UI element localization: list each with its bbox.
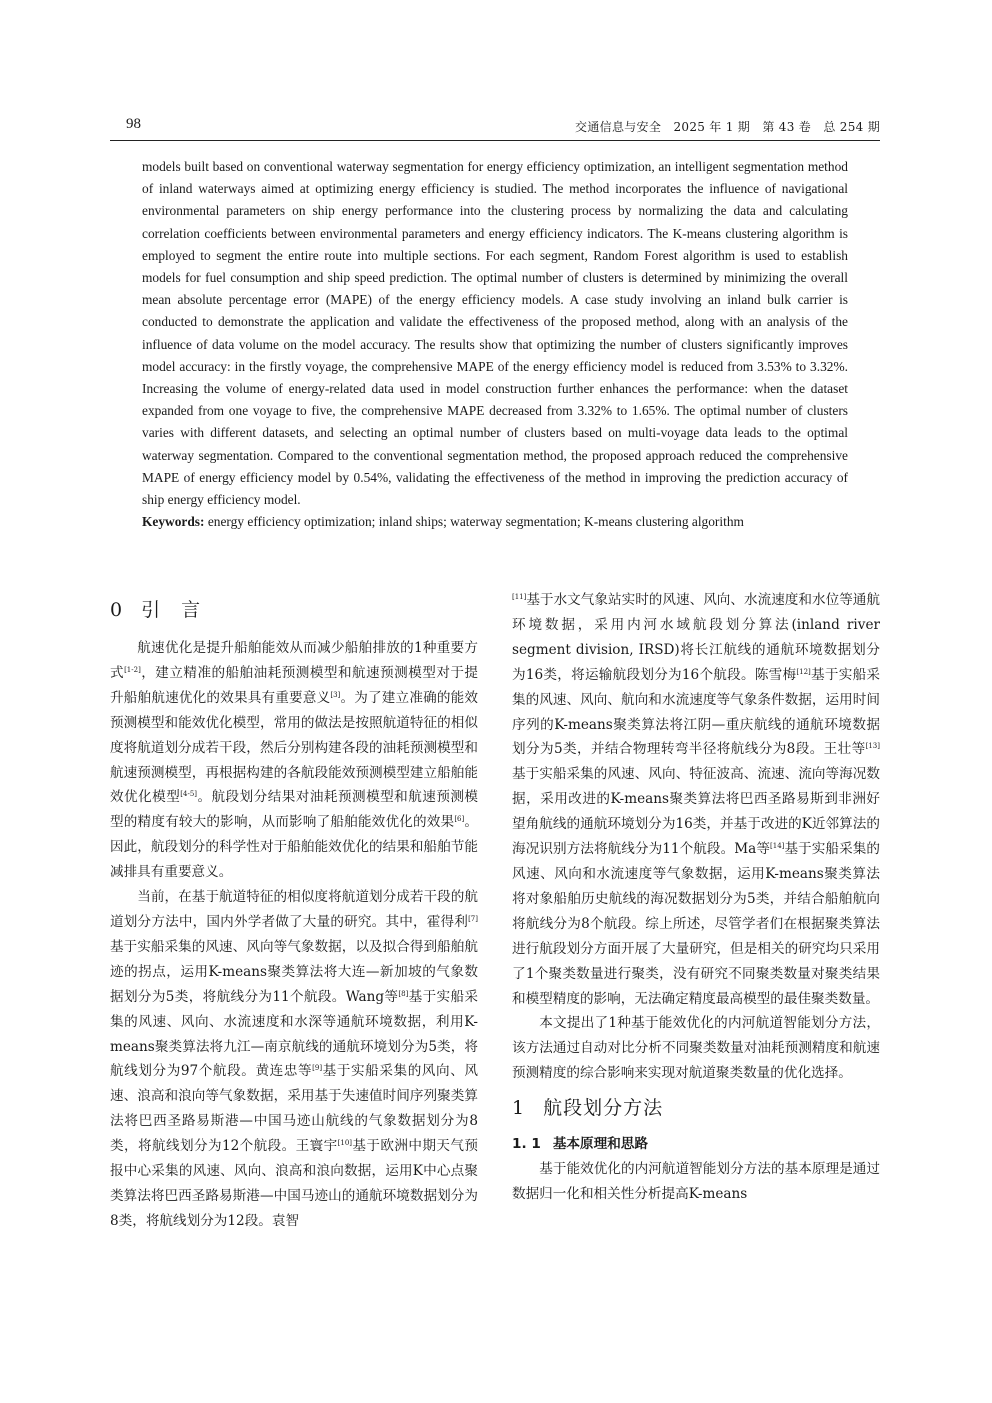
citation[interactable]: [11]: [512, 593, 527, 601]
citation[interactable]: [12]: [796, 667, 811, 676]
subsection-heading: [512, 1132, 880, 1157]
subsection-number: 1. 1: [512, 1136, 541, 1153]
citation[interactable]: [14]: [770, 842, 785, 851]
keywords-line: [142, 511, 848, 533]
citation[interactable]: [9]: [312, 1064, 323, 1073]
citation[interactable]: [8]: [398, 989, 409, 998]
section-title: 引 言: [141, 599, 202, 621]
paragraph-intro-3: 本文提出了1种基于能效优化的内河航道智能划分方法，该方法通过自动对比分析不同聚类数量对油耗预测精度和航速预测精度的综合影响来实现对航道聚类数量的优化选择。: [512, 1015, 880, 1082]
journal-info: 交通信息与安全 2025 年 1 期 第 43 卷 总 254 期: [575, 120, 880, 134]
paragraph-intro-2-part1: 当前，在基于航道特征的相似度将航道划分成若干段的航道划分方法中，国内外学者做了大量的研究。其中，霍得利[7]基于实船采集的风速、风向等气象数据，以及拟合得到船舶航迹的拐点，运用K-means聚类算法将大连—新加坡的气象数据划分为5类，将航线分为11个航段。Wang等[8]基于实船采集的风速、风向、水流速度和水深等通航环境数据，利用K-means聚类算法将九江—南京航线的通航环境划分为5类，将航线划分为97个航段。黄连忠等[9]基于实船采集的风向、风速、浪高和浪向等气象数据，采用基于失速值时间序列聚类算法将巴西圣路易斯港—中国马迹山航线的气象数据划分为8类，将航线划分为12个航段。王寰宇[10]基于欧洲中期天气预报中心采集的风速、风向、浪高和浪向数据，运用K中心点聚类算法将巴西圣路易斯港—中国马迹山的通航环境数据划分为8类，将航线划分为12段。袁智: [110, 889, 479, 1229]
section-number: 0: [110, 599, 124, 621]
citation[interactable]: [7]: [468, 914, 478, 923]
subsection-title: 基本原理和思路: [552, 1136, 648, 1153]
left-column: [110, 588, 478, 1234]
section-title: 航段划分方法: [543, 1097, 664, 1120]
paragraph-method-1: 基于能效优化的内河航道智能划分方法的基本原理是通过数据归一化和相关性分析提高K-means: [512, 1161, 880, 1202]
section-number: 1: [512, 1097, 526, 1120]
section-heading-introduction: [110, 596, 478, 624]
paragraph-intro-1: 航速优化是提升船舶能效从而减少船舶排放的1种重要方式[1-2]，建立精准的船舶油耗预测模型和航速预测模型对于提升船舶航速优化的效果具有重要意义[3]。为了建立准确的能效预测模型和能效优化模型，常用的做法是按照航道特征的相似度将航道划分成若干段，然后分别构建各段的油耗预测模型和航速预测模型，再根据构建的各航段能效预测模型建立船舶能效优化模型[4-5]。航段划分结果对油耗预测模型和航速预测模型的精度有较大的影响，从而影响了船舶能效优化的效果[6]。因此，航段划分的科学性对于船舶能效优化的结果和船舶节能减排具有重要意义。: [110, 640, 479, 881]
page-header: [110, 116, 880, 141]
abstract-text: models built based on conventional waterway segmentation for energy efficiency optimization, an intelligent segmentation method of inland waterways aimed at optimizing energy efficiency is studied. The method incorporates the influence of navigational environmental parameters on ship energy performance into the clustering process by normalizing the data and calculating correlation coefficients between environmental parameters and energy efficiency indicators. The K-means clustering algorithm is employed to segment the entire route into multiple sections. For each segment, Random Forest algorithm is used to establish models for fuel consumption and ship speed prediction. The optimal number of clusters is determined by minimizing the overall mean absolute percentage error (MAPE) of the energy efficiency models. A case study involving an inland bulk carrier is conducted to demonstrate the application and validate the effectiveness of the proposed method, along with an analysis of the influence of data volume on the model accuracy. The results show that optimizing the number of clusters significantly improves model accuracy: in the firstly voyage, the comprehensive MAPE of the energy efficiency model is reduced from 3.53% to 3.32%. Increasing the volume of energy-related data used in model construction further enhances the performance: when the dataset expanded from one voyage to five, the comprehensive MAPE decreased from 3.32% to 1.65%. The optimal number of clusters varies with different datasets, and selecting an optimal number of clusters based on multi-voyage data leads to the optimal waterway segmentation. Compared to the conventional segmentation method, the proposed approach reduced the comprehensive MAPE of energy efficiency model by 0.54%, validating the effectiveness of the method in improving the prediction accuracy of ship energy efficiency model.: [142, 159, 848, 508]
citation[interactable]: [4-5]: [180, 790, 197, 799]
keywords-text: energy efficiency optimization; inland ships; waterway segmentation; K-means clustering algorithm: [204, 514, 744, 530]
right-column: [512, 588, 880, 1207]
citation[interactable]: [10]: [337, 1139, 353, 1148]
citation[interactable]: [13]: [865, 742, 880, 751]
abstract: [142, 156, 848, 533]
keywords-label: Keywords:: [142, 514, 205, 530]
page-number: 98: [126, 116, 141, 132]
paragraph-intro-2-part2: [11]基于水文气象站实时的风速、风向、水流速度和水位等通航环境数据，采用内河水域航段划分算法(inland river segment division, IRSD)将长江航线的通航环境数据划分为16类，将运输航段划分为16个航段。陈雪梅[12]基于实船采集的风速、风向、航向和水流速度等气象条件数据，运用时间序列的K-means聚类算法将江阴—重庆航线的通航环境数据划分为5类，并结合物理转弯半径将航线分为8段。王壮等[13]基于实船采集的风速、风向、特征波高、流速、流向等海况数据，采用改进的K-means聚类算法将巴西圣路易斯到非洲好望角航线的通航环境划分为16类，并基于改进的K近邻算法的海况识别方法将航线分为11个航段。Ma等[14]基于实船采集的风速、风向和水流速度等气象数据，运用K-means聚类算法将对象船舶历史航线的海况数据划分为5类，并结合船舶航向将航线分为8个航段。综上所述，尽管学者们在根据聚类算法进行航段划分方面开展了大量研究，但是相关的研究均只采用了1个聚类数量进行聚类，没有研究不同聚类数量对聚类结果和模型精度的影响，无法确定精度最高模型的最佳聚类数量。: [512, 592, 881, 1007]
citation[interactable]: [1-2]: [124, 665, 141, 674]
citation[interactable]: [3]: [330, 690, 341, 699]
section-heading-method: [512, 1094, 880, 1122]
citation[interactable]: [6]: [454, 815, 465, 824]
